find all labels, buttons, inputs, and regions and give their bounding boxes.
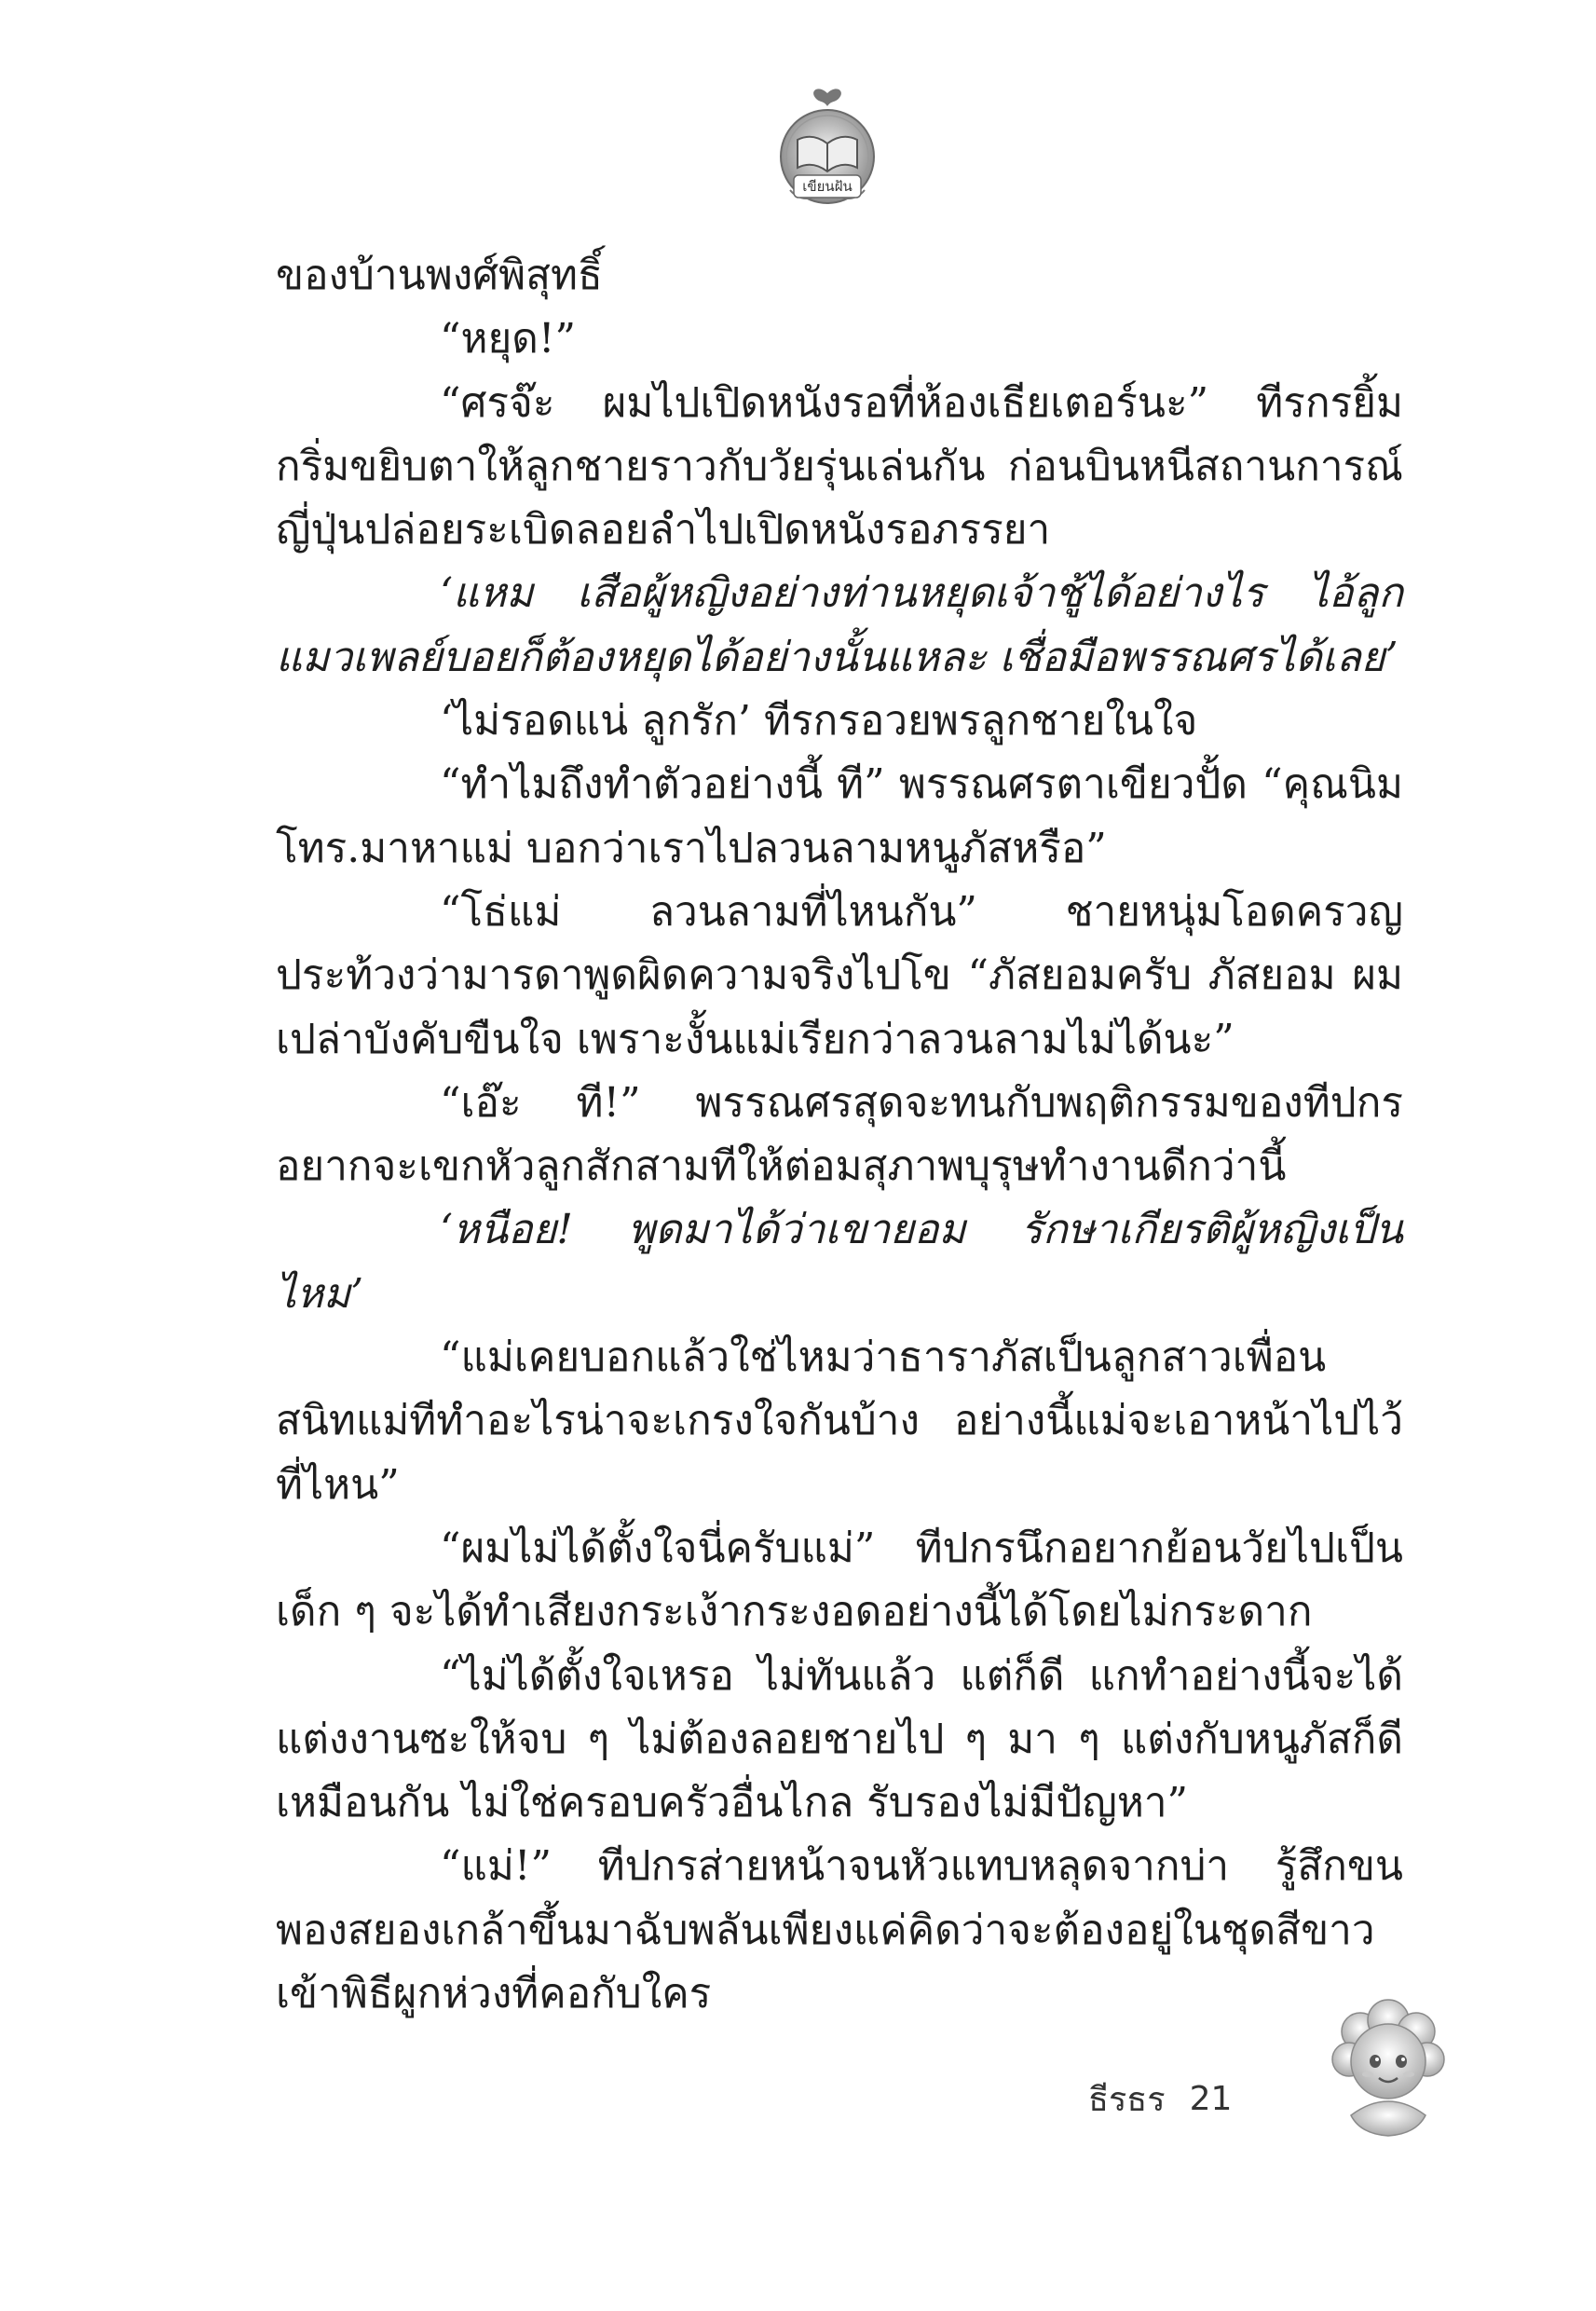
paragraph: “ไม่ได้ตั้งใจเหรอ ไม่ทันแล้ว แต่ก็ดี แกทำอย่างนี้จะได้แต่งงานซะให้จบ ๆ ไม่ต้องลอยชายไป ๆ มา ๆ แต่งกับหนูภัสก็ดีเหมือนกัน ไม่ใช่ครอบครัวอื่นไกล รับรองไม่มีปัญหา” — [276, 1651, 1403, 1827]
paragraph: “แม่!” ทีปกรส่ายหน้าจนหัวแทบหลุดจากบ่า รู้สึกขนพองสยองเกล้าขึ้นมาฉับพลันเพียงแค่คิดว่าจะต้องอยู่ในชุดสีขาวเข้าพิธีผูกห่วงที่คอกับใคร — [276, 1842, 1403, 2018]
body-text — [276, 244, 1403, 2026]
paragraph-italic: ‘แหม เสือผู้หญิงอย่างท่านหยุดเจ้าชู้ได้อย่างไร ไอ้ลูกแมวเพลย์บอยก็ต้องหยุดได้อย่างนั้นแหละ เชื่อมือพรรณศรได้เลย’ — [276, 569, 1403, 681]
paragraph: ของบ้านพงศ์พิสุทธิ์ — [276, 252, 603, 299]
paragraph: “ทำไมถึงทำตัวอย่างนี้ ที” พรรณศรตาเขียวปั้ด “คุณนิมโทร.มาหาแม่ บอกว่าเราไปลวนลามหนูภัสหรือ” — [276, 760, 1403, 872]
paragraph: “เอ๊ะ ที!” พรรณศรสุดจะทนกับพฤติกรรมของทีปกร อยากจะเขกหัวลูกสักสามทีให้ต่อมสุภาพบุรุษทำงานดีกว่านี้ — [276, 1078, 1403, 1191]
page-footer — [1088, 2071, 1232, 2126]
logo-text: เขียนฝัน — [802, 178, 853, 195]
paragraph: ‘ไม่รอดแน่ ลูกรัก’ ทีรกรอวยพรลูกชายในใจ — [440, 697, 1198, 745]
paragraph: “หยุด!” — [440, 315, 577, 363]
header-logo — [762, 78, 893, 218]
running-title: ธีรธร — [1088, 2080, 1166, 2119]
page-number: 21 — [1189, 2079, 1233, 2118]
paragraph: “โธ่แม่ ลวนลามที่ไหนกัน” ชายหนุ่มโอดครวญ ประท้วงว่ามารดาพูดผิดความจริงไปโข “ภัสยอมครับ ภัสยอม ผมเปล่าบังคับขืนใจ เพราะงั้นแม่เรียกว่าลวนลามไม่ได้นะ” — [276, 887, 1403, 1063]
fluffy-mascot-icon — [1323, 1994, 1453, 2143]
paragraph-italic: ‘หนือย! พูดมาได้ว่าเขายอม รักษาเกียรติผู้หญิงเป็นไหม’ — [276, 1206, 1403, 1318]
paragraph: “ผมไม่ได้ตั้งใจนี่ครับแม่” ทีปกรนึกอยากย้อนวัยไปเป็นเด็ก ๆ จะได้ทำเสียงกระเง้ากระงอดอย่างนี้ได้โดยไม่กระดาก — [276, 1524, 1403, 1636]
paragraph: “แม่เคยบอกแล้วใช่ไหมว่าธาราภัสเป็นลูกสาวเพื่อนสนิทแม่ทีทำอะไรน่าจะเกรงใจกันบ้าง อย่างนี้แม่จะเอาหน้าไปไว้ที่ไหน” — [276, 1333, 1403, 1509]
paragraph: “ศรจ๊ะ ผมไปเปิดหนังรอที่ห้องเธียเตอร์นะ” ทีรกรยิ้มกริ่มขยิบตาให้ลูกชายราวกับวัยรุ่นเล่นกัน ก่อนบินหนีสถานการณ์ญี่ปุ่นปล่อยระเบิดลอยลำไปเปิดหนังรอภรรยา — [276, 378, 1403, 554]
mascot — [1323, 1994, 1453, 2143]
